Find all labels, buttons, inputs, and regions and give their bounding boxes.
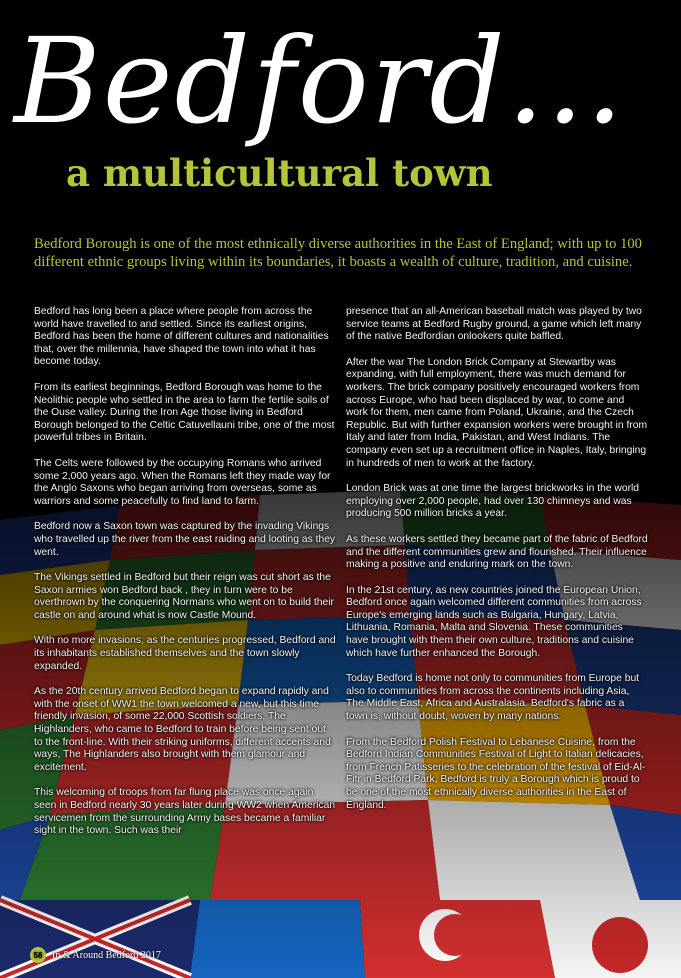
body-paragraph: presence that an all-American baseball match was played by two service teams at Bedford Rugby ground, a game which left many of the native Bedfordian onlookers quite baffled. bbox=[346, 306, 642, 343]
body-paragraph: With no more invasions, as the centuries progressed, Bedford and its inhabitants established themselves and the town slowly expanded. bbox=[34, 635, 336, 672]
body-paragraph: In the 21st century, as new countries joined the European Union, Bedford once again welcomed different communities from across Europe's emerging lands such as Bulgaria, Hungary, Latvia, Lithuania, Romania, Malta and Slovenia. These communities have brought with them their own culture, traditions and cuisine which have further enhanced the Borough. bbox=[346, 584, 642, 659]
body-paragraph: The Celts were followed by the occupying Romans who arrived some 2,000 years ago. When the Romans left they made way for the Anglo Saxons who began arriving from overseas, some as warriors and some peacefully to find land to farm. bbox=[34, 457, 331, 507]
body-paragraph: London Brick was at one time the largest brickworks in the world employing over 2,000 people, had over 130 chimneys and was producing 500 million bricks a year. bbox=[346, 483, 640, 520]
body-paragraph: As these workers settled they became part of the fabric of Bedford and the different communities grew and flourished. Their influence making a positive and enduring mark on the town. bbox=[346, 533, 648, 571]
intro-paragraph: Bedford Borough is one of the most ethnically diverse authorities in the East of England; with up to 100 different ethnic groups living within its boundaries, it boasts a wealth of culture, tradition, and cuisine. bbox=[34, 236, 642, 270]
body-paragraph: After the war The London Brick Company at Stewartby was expanding, with full employment, there was much demand for workers. The brick company positively encouraged workers from across Europe, who had been displaced by war, to come and work for them, men came from Poland, Ukraine, and the Czech Republic. But with further expansion workers were brought in from Italy and later from India, Pakistan, and West Indians. The company even set up a recruitment office in Naples, Italy, bringing in hundreds of men to work at the factory. bbox=[346, 356, 648, 469]
publication-name: In & Around Bedford 2017 bbox=[52, 949, 161, 961]
body-paragraph: Bedford now a Saxon town was captured by the invading Vikings who travelled up the river from the east raiding and looting as they went. bbox=[34, 521, 336, 558]
body-paragraph: This welcoming of troops from far flung place was once again seen in Bedford nearly 30 years later during WW2 when American servicemen from the surrounding Army bases became a familiar sight in the town. Such was their bbox=[34, 787, 336, 837]
page-subtitle: a multicultural town bbox=[66, 151, 493, 195]
body-column-right bbox=[346, 306, 648, 825]
body-paragraph: Bedford has long been a place where people from across the world have travelled to and settled. Since its earliest origins, Bedford has been the home of different cultures and nationalities that, over the millennia, have shaped the town into what it has become today. bbox=[34, 306, 329, 368]
body-paragraph: From its earliest beginnings, Bedford Borough was home to the Neolithic people who settled in the area to farm the fertile soils of the Ouse valley. During the Iron Age those living in Bedford Borough belonged to the Celtic Catuvellauni tribe, one of the most powerful tribes in Britain. bbox=[34, 381, 335, 444]
page-footer bbox=[30, 946, 161, 964]
body-paragraph: From the Bedford Polish Festival to Lebanese Cuisine, from the Bedford Indian Communities Festival of Light to Italian delicacies, from French Patisseries to the celebration of the festival of Eid-Al-Fitr in Bedford Park, Bedford is truly a Borough which is proud to be one of the most ethnically diverse authorities in the East of England. bbox=[346, 736, 646, 811]
body-column-left bbox=[34, 306, 336, 851]
page-number: 58 bbox=[30, 947, 46, 963]
body-paragraph: Today Bedford is home not only to communities from Europe but also to communities from across the continents including Asia, The Middle East, Africa and Australasia. Bedford's fabric as a town is, without doubt, woven by many nations. bbox=[346, 673, 640, 723]
body-paragraph: The Vikings settled in Bedford but their reign was cut short as the Saxon armies won Bedford back , they in turn were to be overthrown by the conquering Normans who went on to build their castle on and around what is now Castle Mound. bbox=[34, 572, 334, 621]
body-paragraph: As the 20th century arrived Bedford began to expand rapidly and with the onset of WW1 the town welcomed a new, but this time friendly invasion, of some 22,000 Scottish soldiers, The Highlanders, who came to Bedford to train before being sent out to the front-line. With their striking uniforms, different accents and ways, The Highlanders also brought with them glamour and excitement. bbox=[34, 686, 331, 773]
page-title: Bedford... bbox=[14, 12, 626, 150]
